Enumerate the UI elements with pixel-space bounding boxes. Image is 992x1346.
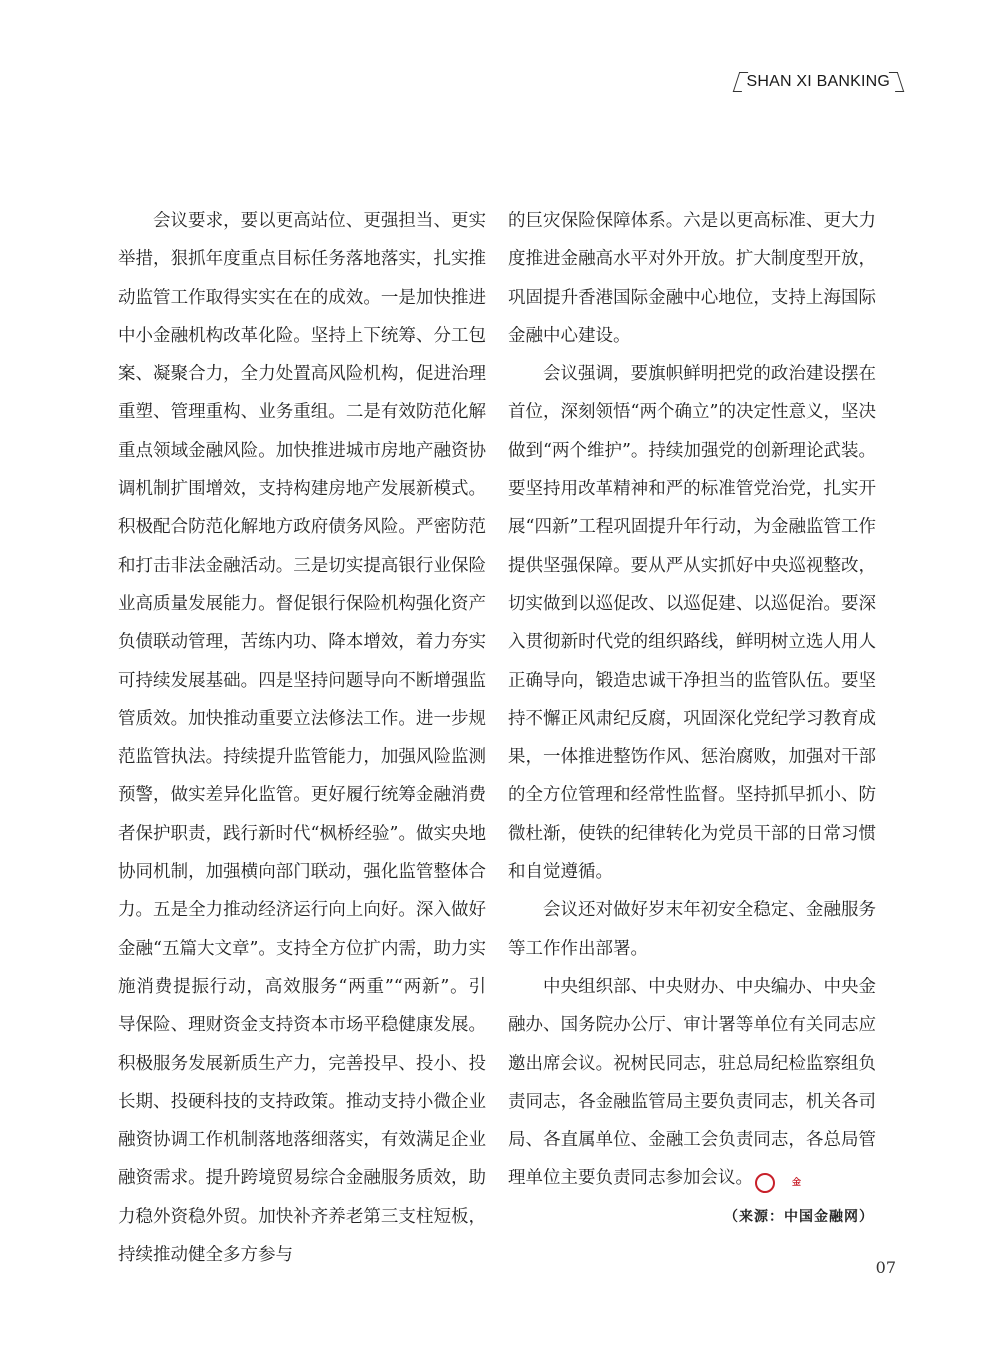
magazine-name: SHAN XI BANKING xyxy=(746,73,890,90)
paragraph-year-end-deployment: 会议还对做好岁末年初安全稳定、金融服务等工作作出部署。 xyxy=(508,900,876,959)
left-column xyxy=(118,202,486,1274)
paragraph-continued: 的巨灾保险保障体系。六是以更高标准、更大力度推进金融高水平对外开放。扩大制度型开放，巩固提升香港国际金融中心地位，支持上海国际金融中心建设。 xyxy=(508,211,876,346)
seal-end-icon: 金 xyxy=(755,1173,775,1193)
attendees-text: 中央组织部、中央财办、中央编办、中央金融办、国务院办公厅、审计署等单位有关同志应邀出席会议。祝树民同志，驻总局纪检监察组负责同志，各金融监管局主要负责同志，机关各司局、各直属单位、金融工会负责同志，各总局管理单位主要负责同志参加会议。 xyxy=(508,976,876,1189)
article-source: （来源：中国金融网） xyxy=(724,1209,874,1225)
paragraph-meeting-requirements: 会议要求，要以更高站位、更强担当、更实举措，狠抓年度重点目标任务落地落实，扎实推动监管工作取得实实在在的成效。一是加快推进中小金融机构改革化险。坚持上下统筹、分工包案、凝聚合力，全力处置高风险机构，促进治理重塑、管理重构、业务重组。二是有效防范化解重点领域金融风险。加快推进城市房地产融资协调机制扩围增效，支持构建房地产发展新模式。积极配合防范化解地方政府债务风险。严密防范和打击非法金融活动。三是切实提高银行业保险业高质量发展能力。督促银行保险机构强化资产负债联动管理，苦练内功、降本增效，着力夯实可持续发展基础。四是坚持问题导向不断增强监管质效。加快推动重要立法修法工作。进一步规范监管执法。持续提升监管能力，加强风险监测预警，做实差异化监管。更好履行统筹金融消费者保护职责，践行新时代“枫桥经验”。做实央地协同机制，加强横向部门联动，强化监管整体合力。五是全力推动经济运行向上向好。深入做好金融“五篇大文章”。支持全方位扩内需，助力实施消费提振行动，高效服务“两重”“两新”。引导保险、理财资金支持资本市场平稳健康发展。积极服务发展新质生产力，完善投早、投小、投长期、投硬科技的支持政策。推动支持小微企业融资协调工作机制落地落细落实，有效满足企业融资需求。提升跨境贸易综合金融服务质效，助力稳外资稳外贸。加快补齐养老第三支柱短板，持续推动健全多方参与 xyxy=(118,211,486,1266)
page-number: 07 xyxy=(875,1258,896,1277)
paragraph-attendees xyxy=(508,968,876,1198)
right-column xyxy=(508,202,876,1198)
magazine-section-tag xyxy=(736,69,901,95)
paragraph-meeting-emphasis: 会议强调，要旗帜鲜明把党的政治建设摆在首位，深刻领悟“两个确立”的决定性意义，坚决做到“两个维护”。持续加强党的创新理论武装。要坚持用改革精神和严的标准管党治党，扎实开展“四新”工程巩固提升年行动，为金融监管工作提供坚强保障。要从严从实抓好中央巡视整改，切实做到以巡促改、以巡促建、以巡促治。要深入贯彻新时代党的组织路线，鲜明树立选人用人正确导向，锻造忠诚干净担当的监管队伍。要坚持不懈正风肃纪反腐，巩固深化党纪学习教育成果，一体推进整饬作风、惩治腐败，加强对干部的全方位管理和经常性监督。坚持抓早抓小、防微杜渐，使铁的纪律转化为党员干部的日常习惯和自觉遵循。 xyxy=(508,364,876,883)
